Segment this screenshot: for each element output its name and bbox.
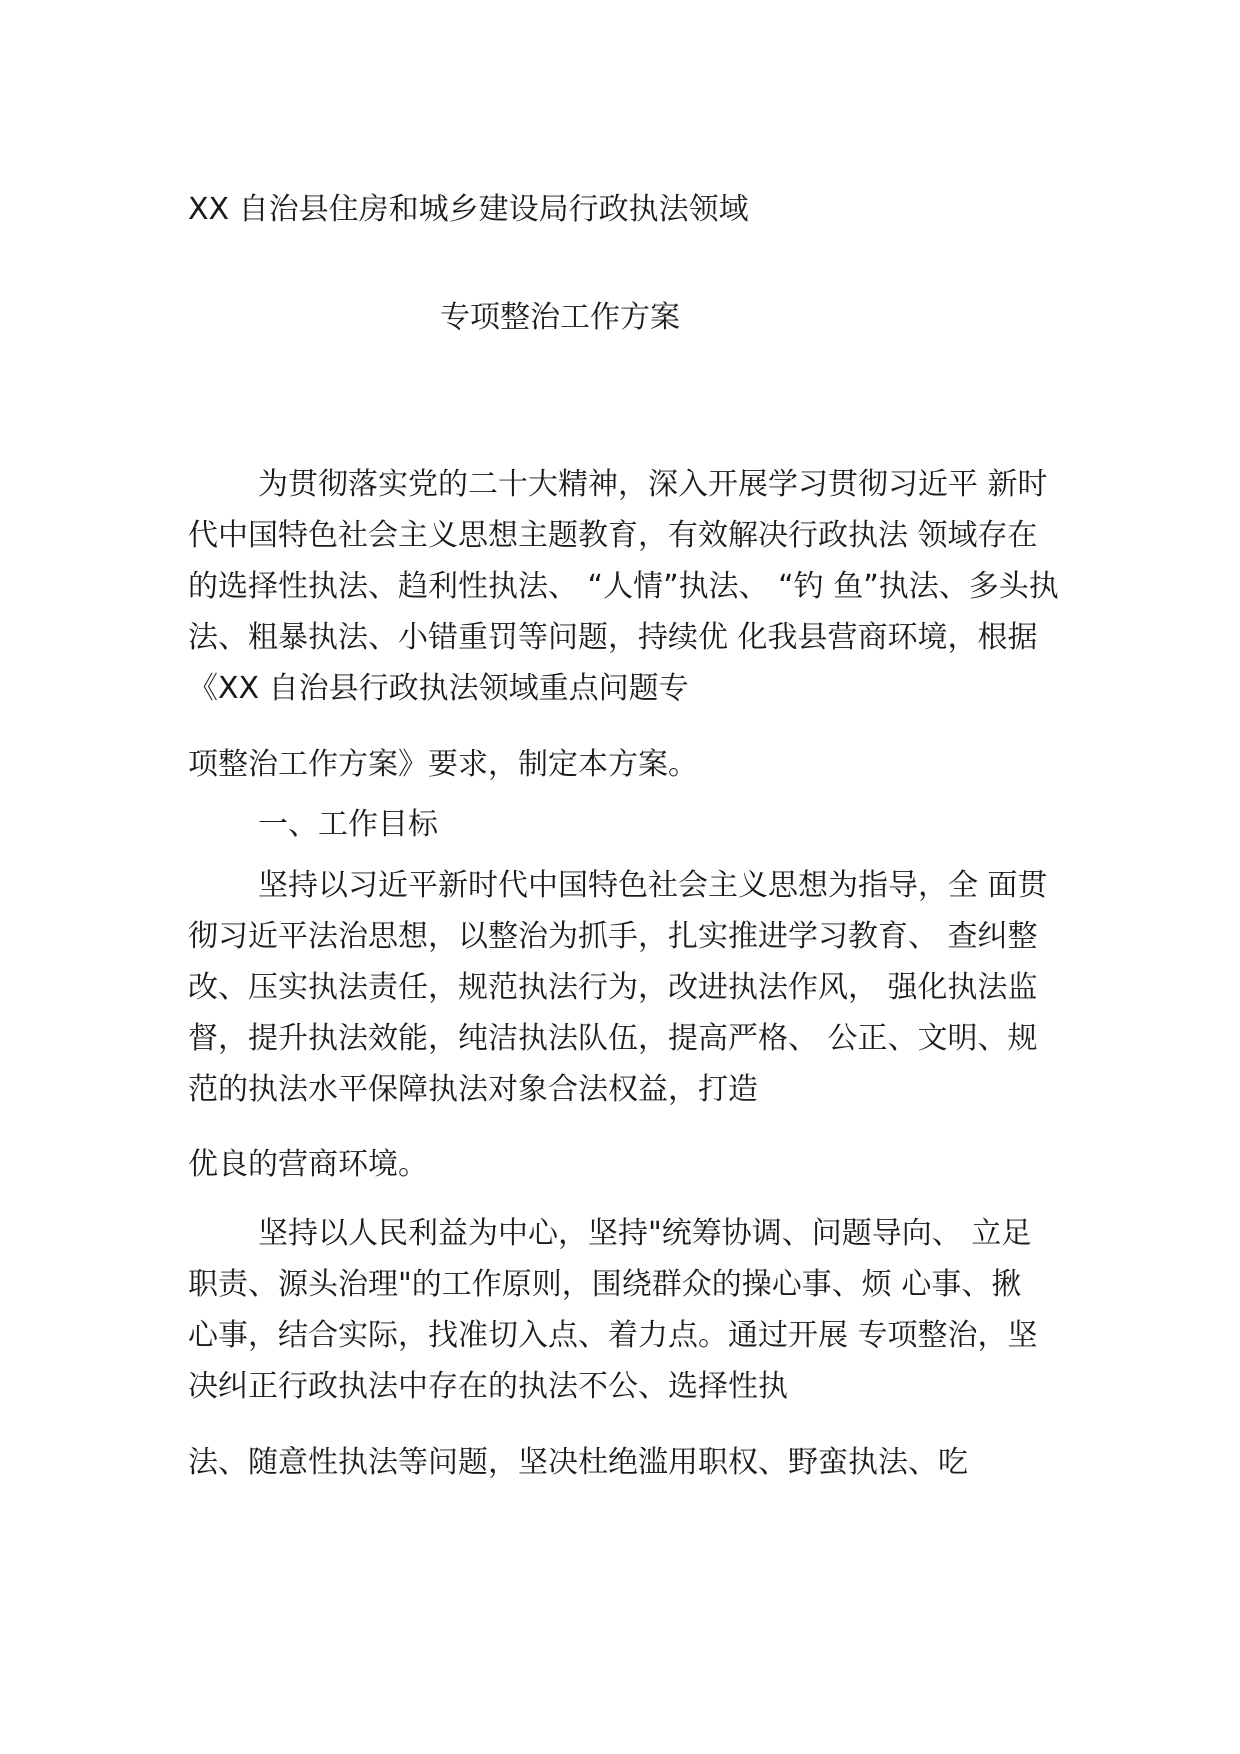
intro-line: 项整治工作方案》要求，制定本方案。 <box>188 747 698 782</box>
principle-line: 心事，结合实际，找准切入点、着力点。通过开展 专项整治，坚 <box>188 1318 1038 1353</box>
goal-line: 督，提升执法效能，纯洁执法队伍，提高严格、 公正、文明、规 <box>188 1021 1038 1056</box>
principle-line: 职责、源头治理"的工作原则，围绕群众的操心事、烦 心事、揪 <box>188 1267 1022 1302</box>
principle-line: 决纠正行政执法中存在的执法不公、选择性执 <box>188 1369 788 1404</box>
principle-line: 法、随意性执法等问题，坚决杜绝滥用职权、野蛮执法、吃 <box>188 1445 968 1480</box>
goal-line: 坚持以习近平新时代中国特色社会主义思想为指导，全 面贯 <box>258 868 1048 903</box>
goal-line: 彻习近平法治思想，以整治为抓手，扎实推进学习教育、 查纠整 <box>188 919 1038 954</box>
intro-line: 代中国特色社会主义思想主题教育，有效解决行政执法 领域存在 <box>188 518 1038 553</box>
goal-line: 范的执法水平保障执法对象合法权益，打造 <box>188 1072 758 1107</box>
intro-line: 《XX 自治县行政执法领域重点问题专 <box>188 671 689 706</box>
intro-line: 为贯彻落实党的二十大精神，深入开展学习贯彻习近平 新时 <box>258 467 1048 502</box>
document-title-line-2: 专项整治工作方案 <box>440 300 680 335</box>
intro-line: 的选择性执法、趋利性执法、 “人情”执法、 “钓 鱼”执法、多头执 <box>188 569 1059 604</box>
document-title-line-1: XX 自治县住房和城乡建设局行政执法领域 <box>188 192 749 227</box>
section-heading: 一、工作目标 <box>258 807 438 842</box>
goal-line: 改、压实执法责任，规范执法行为，改进执法作风， 强化执法监 <box>188 970 1038 1005</box>
principle-line: 坚持以人民利益为中心，坚持"统筹协调、问题导向、 立足 <box>258 1216 1032 1251</box>
intro-line: 法、粗暴执法、小错重罚等问题，持续优 化我县营商环境，根据 <box>188 620 1038 655</box>
goal-line: 优良的营商环境。 <box>188 1147 428 1182</box>
